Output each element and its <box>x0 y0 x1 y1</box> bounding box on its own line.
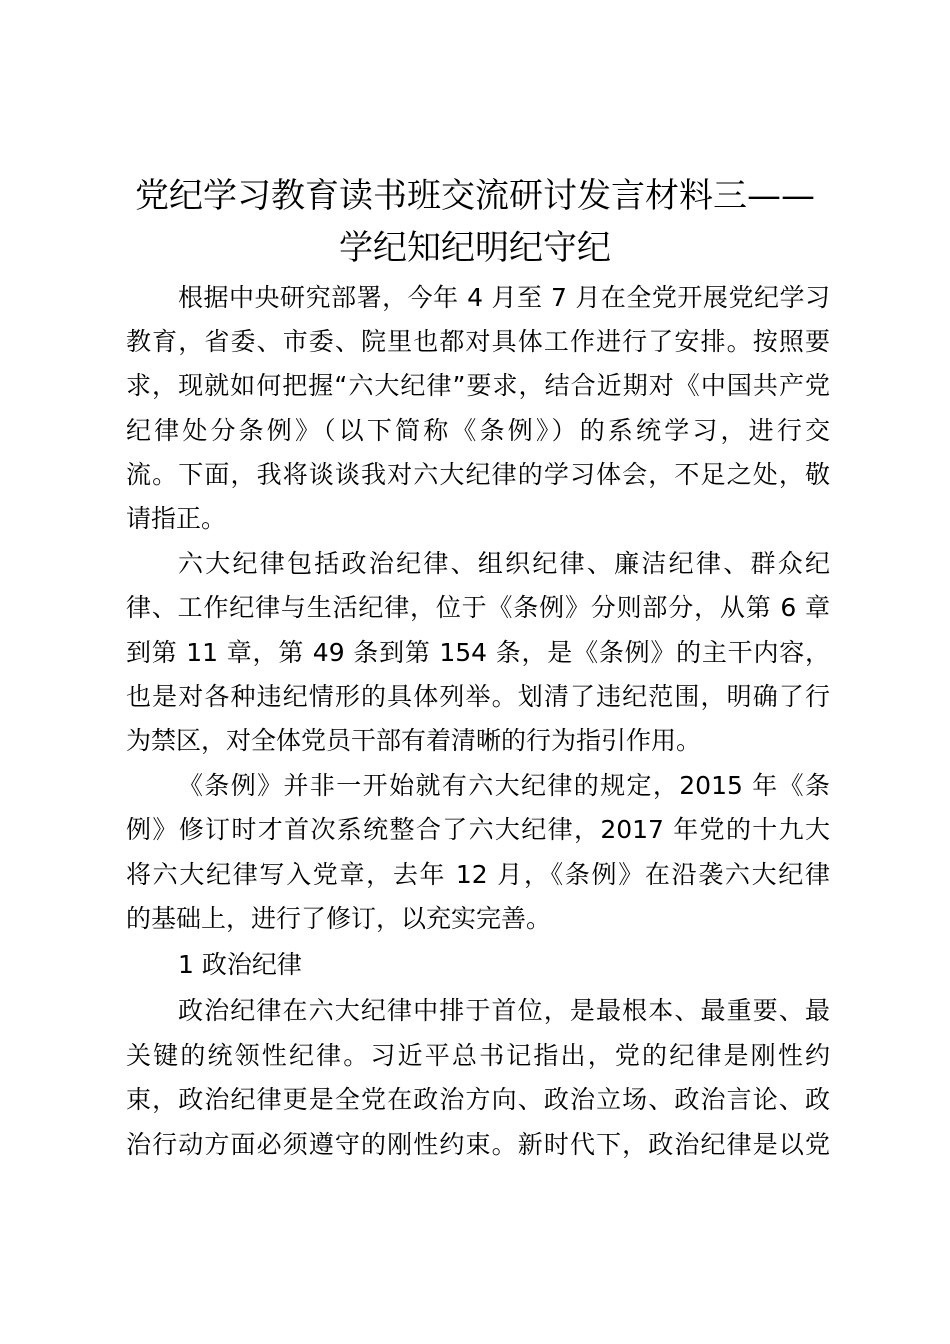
body-line-text: 治行动方面必须遵守的刚性约束。新时代下，政治纪律是以党 <box>126 1130 830 1159</box>
body-line <box>0 542 950 586</box>
body-line-text: 也是对各种违纪情形的具体列举。划清了违纪范围，明确了行 <box>126 682 830 711</box>
body-line-text: 例》修订时才首次系统整合了六大纪律，2017 年党的十九大 <box>126 815 830 844</box>
body-line <box>0 719 950 763</box>
body-line-text: 束，政治纪律更是全党在政治方向、政治立场、政治言论、政 <box>126 1085 830 1114</box>
section-heading <box>0 943 950 987</box>
body-line-text: 《条例》并非一开始就有六大纪律的规定，2015 年《条 <box>178 771 830 800</box>
body-line-text: 流。下面，我将谈谈我对六大纪律的学习体会，不足之处，敬 <box>126 460 830 489</box>
body-line <box>0 897 950 941</box>
body-line <box>0 1034 950 1078</box>
body-line-text: 为禁区，对全体党员干部有着清晰的行为指引作用。 <box>126 726 702 755</box>
body-line <box>0 497 950 541</box>
body-line <box>0 409 950 453</box>
body-line-text: 到第 11 章，第 49 条到第 154 条，是《条例》的主干内容， <box>126 638 830 667</box>
body-line-text: 关键的统领性纪律。习近平总书记指出，党的纪律是刚性约 <box>126 1041 830 1070</box>
body-line-text: 求，现就如何把握“六大纪律”要求，结合近期对《中国共产党 <box>126 371 830 400</box>
body-line-text: 根据中央研究部署，今年 4 月至 7 月在全党开展党纪学习 <box>178 283 830 312</box>
document-title-line-2: 学纪知纪明纪守纪 <box>339 228 611 268</box>
body-line-text: 请指正。 <box>126 504 227 533</box>
body-line <box>0 1123 950 1167</box>
body-line-text: 的基础上，进行了修订，以充实完善。 <box>126 904 552 933</box>
body-line-text: 政治纪律在六大纪律中排于首位，是最根本、最重要、最 <box>178 996 830 1025</box>
body-line-text: 纪律处分条例》（以下简称《条例》）的系统学习，进行交 <box>126 416 830 445</box>
body-line <box>0 808 950 852</box>
body-line-text: 将六大纪律写入党章，去年 12 月，《条例》在沿袭六大纪律 <box>126 860 830 889</box>
body-line-text: 教育，省委、市委、院里也都对具体工作进行了安排。按照要 <box>126 327 830 356</box>
body-line <box>0 320 950 364</box>
body-line <box>0 853 950 897</box>
body-line <box>0 764 950 808</box>
body-line <box>0 631 950 675</box>
body-line <box>0 675 950 719</box>
body-line <box>0 276 950 320</box>
body-line <box>0 1078 950 1122</box>
body-line <box>0 989 950 1033</box>
body-line <box>0 453 950 497</box>
body-line-text: 律、工作纪律与生活纪律，位于《条例》分则部分，从第 6 章 <box>126 593 830 622</box>
body-line <box>0 364 950 408</box>
document-title-line-1: 党纪学习教育读书班交流研讨发言材料三—— <box>135 176 815 216</box>
body-line <box>0 586 950 630</box>
section-heading-text: 1 政治纪律 <box>178 950 302 979</box>
body-line-text: 六大纪律包括政治纪律、组织纪律、廉洁纪律、群众纪 <box>178 549 830 578</box>
